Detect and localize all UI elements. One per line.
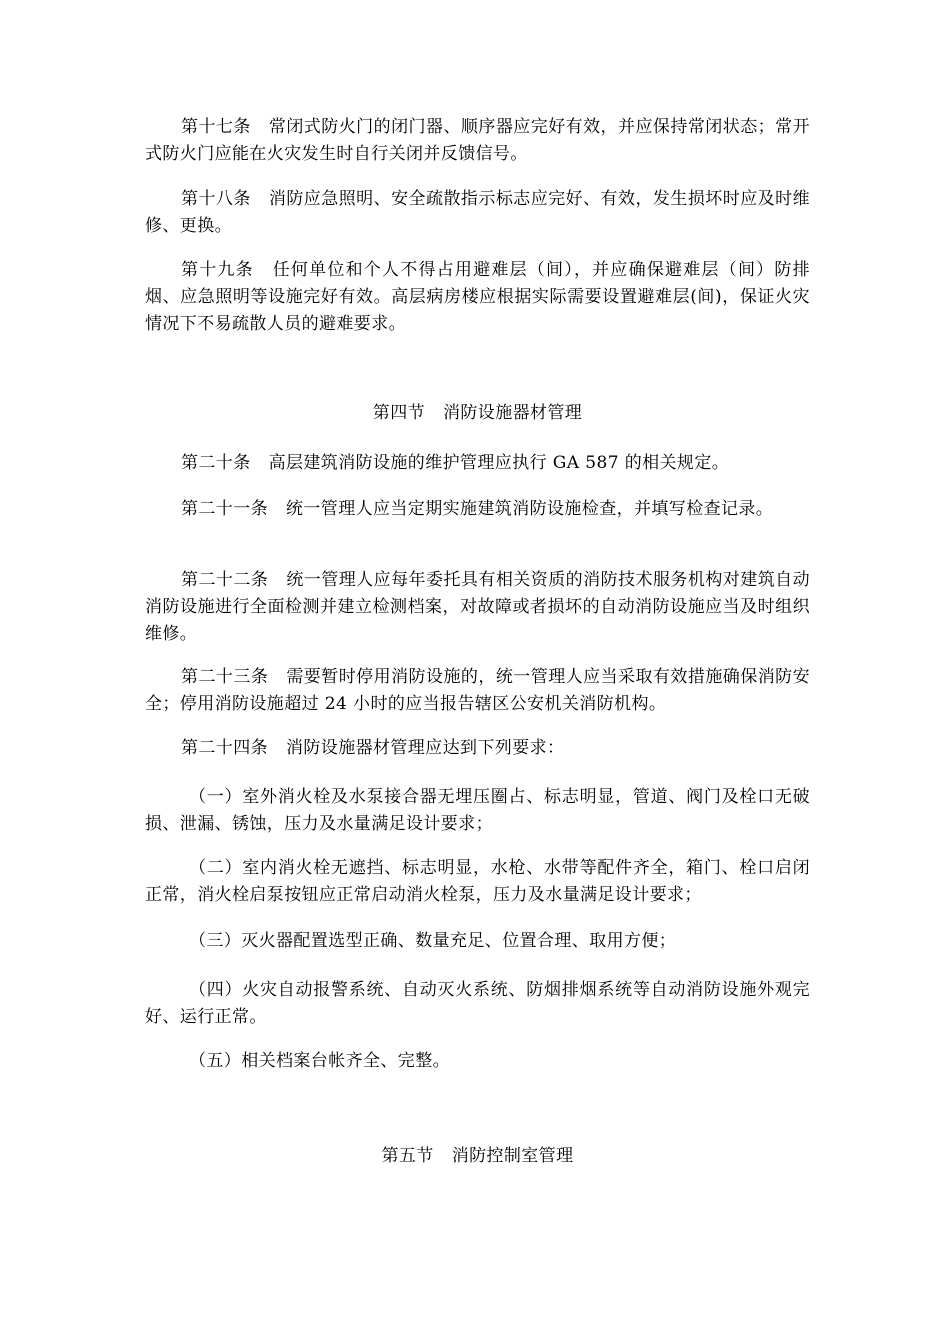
- article-label: 第二十三条: [181, 667, 269, 687]
- article-17: [145, 114, 810, 168]
- article-text: 消防设施器材管理应达到下列要求：: [286, 738, 565, 758]
- article-label: 第二十四条: [181, 738, 268, 758]
- article-text: 消防应急照明、安全疏散指示标志应完好、有效，发生损坏时应及时维修、更换。: [145, 189, 810, 236]
- article-text: 需要暂时停用消防设施的，统一管理人应当采取有效措施确保消防安全；停用消防设施超过 24 小时的应当报告辖区公安机关消防机构。: [145, 667, 811, 714]
- article-21: [145, 496, 810, 523]
- section-number: 第四节: [372, 403, 425, 423]
- article-18: [145, 186, 810, 240]
- list-item: （四）火灾自动报警系统、自动灭火系统、防烟排烟系统等自动消防设施外观完好、运行正常。: [145, 980, 810, 1027]
- article-text: 统一管理人应当定期实施建筑消防设施检查，并填写检查记录。: [286, 499, 774, 519]
- article-22: [145, 567, 810, 648]
- list-item: （二）室内消火栓无遮挡、标志明显，水枪、水带等配件齐全，箱门、栓口启闭正常，消火栓启泵按钮应正常启动消火栓泵，压力及水量满足设计要求；: [145, 858, 810, 905]
- article-text: 常闭式防火门的闭门器、顺序器应完好有效，并应保持常闭状态；常开式防火门应能在火灾发生时自行关闭并反馈信号。: [145, 117, 810, 164]
- section-title: 消防控制室管理: [451, 1146, 574, 1166]
- article-19: [145, 257, 810, 338]
- article-20: [145, 450, 810, 477]
- article-label: 第二十条: [181, 453, 251, 473]
- list-item: （三）灭火器配置选型正确、数量充足、位置合理、取用方便；: [189, 931, 677, 951]
- article-label: 第二十一条: [181, 499, 268, 519]
- article-text: 任何单位和个人不得占用避难层（间），并应确保避难层（间）防排烟、应急照明等设施完好有效。高层病房楼应根据实际需要设置避难层(间)，保证火灾情况下不易疏散人员的避难要求。: [145, 260, 810, 334]
- article-24: [145, 735, 810, 762]
- article-text: 统一管理人应每年委托具有相关资质的消防技术服务机构对建筑自动消防设施进行全面检测并建立检测档案，对故障或者损坏的自动消防设施应当及时组织维修。: [145, 570, 811, 644]
- article-23: [145, 664, 810, 718]
- article-label: 第十八条: [181, 189, 251, 209]
- list-item: （一）室外消火栓及水泵接合器无埋压圈占、标志明显，管道、阀门及栓口无破损、泄漏、锈蚀，压力及水量满足设计要求；: [145, 787, 810, 834]
- section-number: 第五节: [381, 1146, 434, 1166]
- section-title: 消防设施器材管理: [443, 403, 583, 423]
- article-label: 第十九条: [181, 260, 254, 280]
- section-5-heading: [145, 1143, 810, 1170]
- list-item: （五）相关档案台帐齐全、完整。: [189, 1051, 450, 1071]
- article-text: 高层建筑消防设施的维护管理应执行 GA 587 的相关规定。: [268, 453, 730, 473]
- section-4-heading: [145, 400, 810, 427]
- article-label: 第二十二条: [181, 570, 269, 590]
- article-label: 第十七条: [181, 117, 251, 137]
